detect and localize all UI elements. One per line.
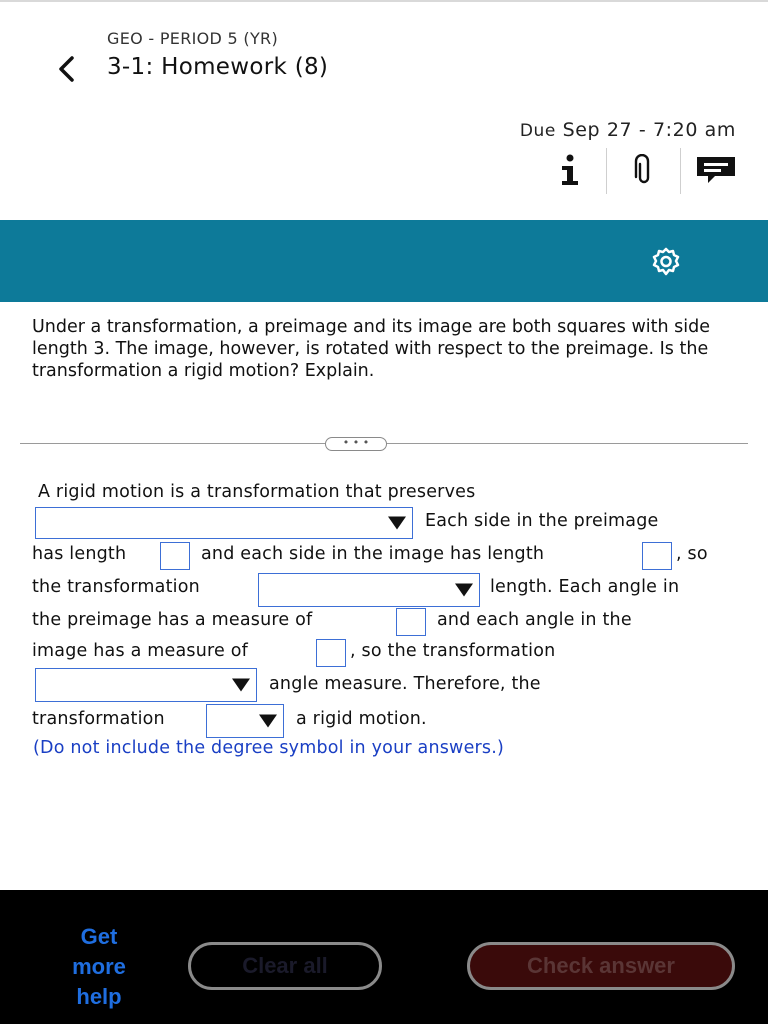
preserves-select[interactable] (35, 507, 413, 539)
answer-note: (Do not include the degree symbol in your answers.) (33, 738, 505, 758)
info-icon[interactable] (553, 150, 587, 190)
check-answer-button[interactable]: Check answer (467, 942, 735, 990)
answer-text: Each side in the preimage (425, 511, 659, 531)
due-label: Due (519, 121, 556, 141)
answer-text: and each side in the image has length (201, 544, 545, 564)
rigid-motion-select[interactable] (206, 704, 284, 738)
chevron-down-icon (232, 679, 250, 692)
answer-text: angle measure. Therefore, the (269, 674, 541, 694)
answer-text: length. Each angle in (490, 577, 680, 597)
answer-text: , so (676, 544, 708, 564)
question-text: Under a transformation, a preimage and its image are both squares with side length 3. The image, however, is rotated with respect to the preimage. Is the transformation a rigid motion? Explain. (32, 317, 711, 381)
preimage-length-input[interactable] (160, 542, 190, 570)
help-line: more (72, 954, 126, 979)
paperclip-icon[interactable] (624, 150, 664, 190)
due-date (520, 119, 736, 141)
answer-text: A rigid motion is a transformation that preserves (38, 482, 476, 502)
toolbar-separator (680, 148, 681, 194)
chevron-down-icon (259, 715, 277, 728)
answer-text: has length (32, 544, 127, 564)
help-line: help (76, 984, 122, 1009)
get-more-help-link[interactable] (44, 922, 154, 1012)
chevron-left-icon[interactable] (52, 52, 82, 86)
chevron-down-icon (388, 517, 406, 530)
answer-text: the preimage has a measure of (32, 610, 313, 630)
length-select[interactable] (258, 573, 480, 607)
assignment-title: 3-1: Homework (8) (107, 54, 329, 80)
image-length-input[interactable] (642, 542, 672, 570)
course-label: GEO - PERIOD 5 (YR) (107, 29, 278, 48)
image-angle-input[interactable] (316, 639, 346, 667)
answer-text: a rigid motion. (296, 709, 427, 729)
expand-handle[interactable]: • • • (325, 437, 387, 451)
help-line: Get (80, 924, 118, 949)
angle-select[interactable] (35, 668, 257, 702)
answer-text: image has a measure of (32, 641, 249, 661)
due-value: Sep 27 - 7:20 am (562, 119, 736, 141)
answer-text: , so the transformation (350, 641, 556, 661)
answer-text: and each angle in the (437, 610, 632, 630)
message-icon[interactable] (692, 150, 740, 190)
answer-text: transformation (32, 709, 165, 729)
chevron-down-icon (455, 584, 473, 597)
preimage-angle-input[interactable] (396, 608, 426, 636)
answer-text: the transformation (32, 577, 200, 597)
gear-icon[interactable] (648, 244, 684, 280)
clear-all-button[interactable]: Clear all (188, 942, 382, 990)
toolbar-separator (606, 148, 607, 194)
top-border (0, 0, 768, 2)
